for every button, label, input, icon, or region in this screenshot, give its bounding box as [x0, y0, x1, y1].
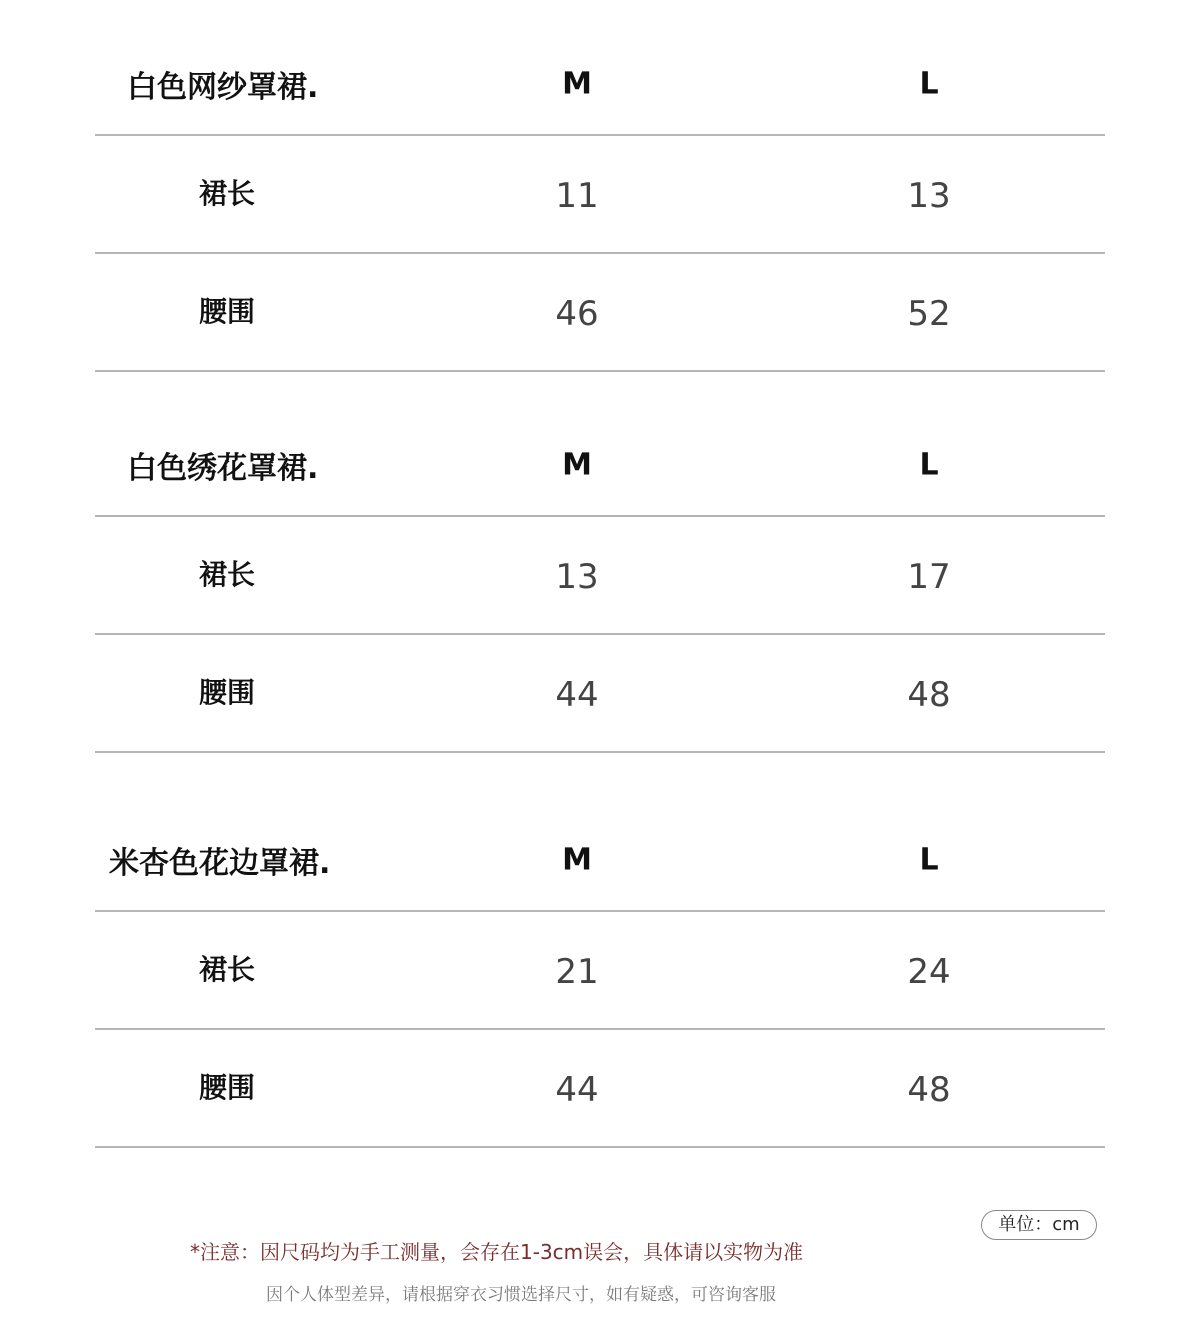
value-l: 24 — [907, 952, 951, 992]
value-m: 11 — [555, 176, 599, 216]
row-label: 腰围 — [199, 1071, 256, 1104]
value-m: 46 — [555, 294, 599, 334]
table-row — [95, 134, 1105, 252]
size-m-header: M — [562, 66, 592, 102]
table-row — [95, 633, 1105, 753]
size-table-1 — [95, 34, 1105, 372]
value-l: 17 — [907, 557, 951, 597]
table-row — [95, 910, 1105, 1028]
size-table-3 — [95, 810, 1105, 1148]
row-label: 裙长 — [199, 558, 256, 591]
unit-badge: 单位：cm — [981, 1210, 1097, 1240]
size-l-header: L — [919, 842, 939, 878]
table-header — [95, 810, 1105, 910]
value-m: 44 — [555, 1070, 599, 1110]
value-l: 52 — [907, 294, 951, 334]
table-header — [95, 34, 1105, 134]
size-m-header: M — [562, 842, 592, 878]
value-m: 44 — [555, 675, 599, 715]
product-name: 白色网纱罩裙. — [127, 70, 319, 105]
product-name: 白色绣花罩裙. — [127, 451, 319, 486]
value-m: 13 — [555, 557, 599, 597]
value-l: 48 — [907, 1070, 951, 1110]
size-m-header: M — [562, 447, 592, 483]
row-label: 裙长 — [199, 177, 256, 210]
table-header — [95, 415, 1105, 515]
size-l-header: L — [919, 66, 939, 102]
value-l: 13 — [907, 176, 951, 216]
table-row — [95, 1028, 1105, 1148]
row-label: 腰围 — [199, 676, 256, 709]
fit-advice-note: 因个人体型差异，请根据穿衣习惯选择尺寸，如有疑惑，可咨询客服 — [266, 1285, 776, 1305]
product-name: 米杏色花边罩裙. — [109, 846, 331, 881]
size-table-2 — [95, 415, 1105, 753]
table-row — [95, 252, 1105, 372]
table-row — [95, 515, 1105, 633]
value-l: 48 — [907, 675, 951, 715]
size-l-header: L — [919, 447, 939, 483]
row-label: 腰围 — [199, 295, 256, 328]
value-m: 21 — [555, 952, 599, 992]
row-label: 裙长 — [199, 953, 256, 986]
measurement-note: *注意：因尺码均为手工测量，会存在1-3cm误会，具体请以实物为准 — [190, 1240, 804, 1264]
